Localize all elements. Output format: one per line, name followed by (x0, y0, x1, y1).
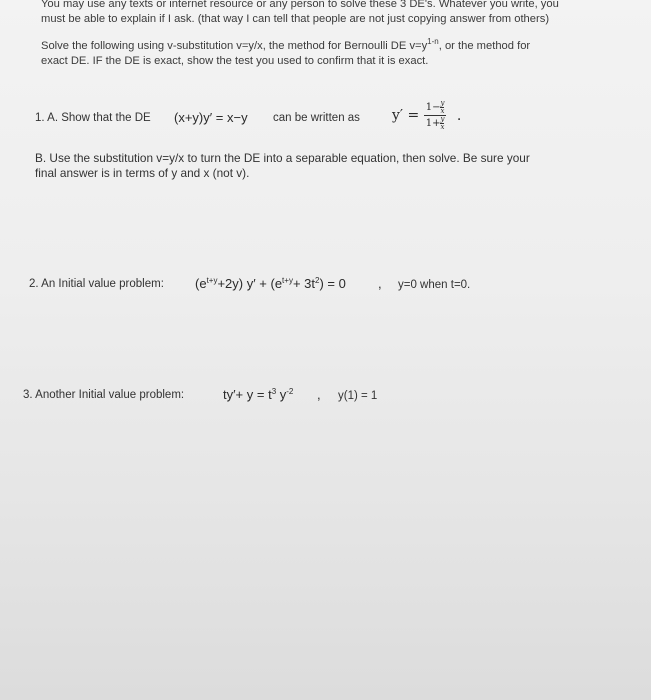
q1-dot: . (456, 107, 462, 124)
q1-num-mini-frac (440, 100, 444, 115)
q1-fraction (424, 100, 447, 131)
q1-num-mini-n: y (440, 99, 445, 107)
bernoulli-exponent: 1-n (427, 37, 439, 46)
q1-num-left: 1− (425, 102, 441, 113)
q1-partB-line-1: B. Use the substitution v=y/x to turn the DE into a separable equation, then solve. Be sure your (35, 151, 530, 165)
q2-exp3: 2 (315, 276, 320, 285)
q3-eq-part2: y (276, 387, 287, 402)
intro-line-3 (41, 37, 531, 52)
q3-eq-part1: ty′+ y = t (223, 387, 272, 402)
q2-exp2: t+y (282, 276, 293, 285)
q1-den-mini-d: x (440, 123, 445, 131)
q3-condition: y(1) = 1 (338, 390, 378, 402)
q1-target-form (392, 100, 461, 131)
q1-den-left: 1+ (425, 118, 441, 129)
q2-eq-part1: (e (195, 276, 207, 291)
q1-label: 1. A. Show that the DE (35, 112, 151, 124)
intro-line-4: exact DE. IF the DE is exact, show the test you used to confirm that it is exact. (41, 55, 429, 67)
intro-line-3-suffix: , or the method for (438, 40, 531, 52)
q1-den-mini-n: y (440, 115, 445, 123)
q3-exp2: -2 (286, 387, 294, 396)
q1-partB-line-2: final answer is in terms of y and x (not v). (35, 166, 250, 180)
q3-label: 3. Another Initial value problem: (23, 389, 185, 401)
q2-eq-part3: + 3t (292, 276, 315, 291)
q2-condition: y=0 when t=0. (398, 279, 471, 291)
q2-eq-part4: ) = 0 (319, 276, 346, 291)
intro-line-1: You may use any texts or internet resource or any person to solve these 3 DE's. Whatever you write, you (41, 0, 559, 10)
q1-fraction-denominator (424, 116, 447, 131)
q2-separator: , (378, 276, 382, 291)
q1-middle-text: can be written as (273, 112, 360, 124)
q2-label: 2. An Initial value problem: (29, 278, 164, 290)
q3-equation (223, 387, 293, 402)
q2-equation (195, 276, 346, 291)
q2-exp1: t+y (206, 276, 218, 285)
intro-line-2: must be able to explain if I ask. (that way I can tell that people are not just copying answer from others) (41, 13, 550, 25)
q3-separator: , (317, 387, 321, 402)
q1-den-mini-frac (440, 116, 444, 131)
q1-fraction-numerator (424, 100, 447, 116)
q1-target-lhs: y′ = (392, 107, 420, 124)
q1-equation: (x+y)y′ = x−y (174, 110, 248, 125)
q3-exp1: 3 (271, 387, 277, 396)
q1-num-mini-d: x (440, 107, 445, 115)
intro-line-3-prefix: Solve the following using v-substitution v=y/x, the method for Bernoulli DE v=y (41, 40, 428, 52)
q2-eq-part2: +2y) y′ + (e (217, 276, 283, 291)
